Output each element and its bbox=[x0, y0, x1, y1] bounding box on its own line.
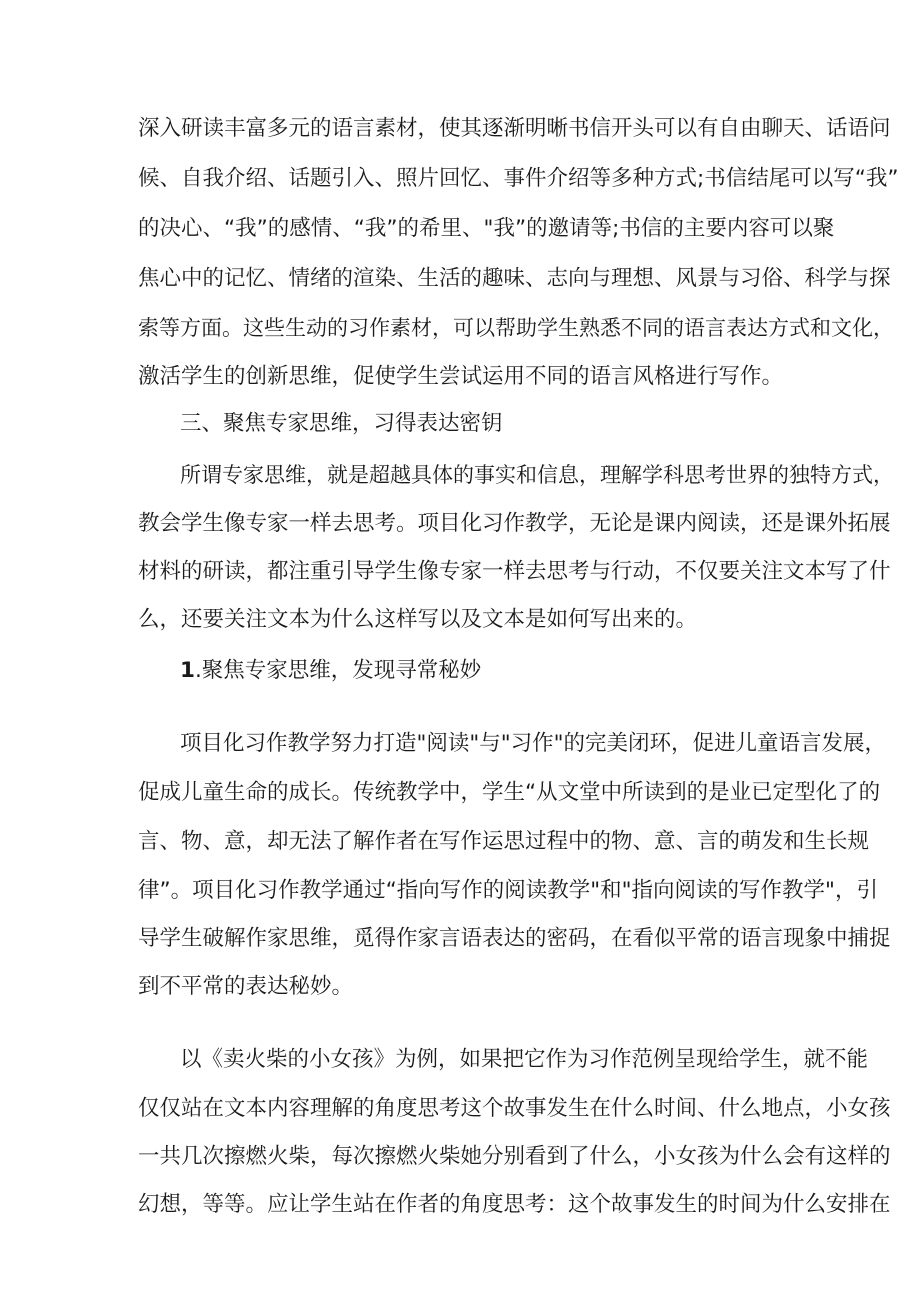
subheading-text: .聚焦专家思维，发现寻常秘妙 bbox=[194, 658, 482, 683]
text-line: 的决心、“我”的感情、“我”的希里、"我”的邀请等;书信的主要内容可以聚 bbox=[138, 216, 835, 241]
text-line: 项目化习作教学努力打造"阅读"与"习作"的完美闭环，促进儿童语言发展， bbox=[180, 731, 887, 756]
text-line: 幻想，等等。应让学生站在作者的角度思考：这个故事发生的时间为什么安排在 bbox=[138, 1192, 891, 1217]
text-line: 所谓专家思维，就是超越具体的事实和信息，理解学科思考世界的独特方式， bbox=[180, 463, 894, 487]
text-line: 促成儿童生命的成长。传统教学中，学生“从文堂中所读到的是业已定型化了的 bbox=[138, 780, 881, 805]
text-line: 候、自我介绍、话题引入、照片回忆、事件介绍等多种方式;书信结尾可以写“我” bbox=[138, 166, 899, 191]
text-line: 到不平常的表达秘妙。 bbox=[138, 974, 354, 999]
text-line: 索等方面。这些生动的习作素材，可以帮助学生熟悉不同的语言表达方式和文化， bbox=[138, 316, 894, 340]
text-line: 以《卖火柴的小女孩》为例，如果把它作为习作范例呈现给学生，就不能 bbox=[180, 1047, 869, 1072]
text-line: 材料的研读，都注重引导学生像专家一样去思考与行动，不仅要关注文本写了什 bbox=[138, 559, 891, 584]
text-line: 焦心中的记忆、情绪的渲染、生活的趣味、志向与理想、风景与习俗、科学与探 bbox=[138, 266, 891, 291]
text-line: 一共几次擦燃火柴，每次擦燃火柴她分别看到了什么，小女孩为什么会有这样的 bbox=[138, 1144, 891, 1169]
text-line: 导学生破解作家思维，觅得作家言语表达的密码，在看似平常的语言现象中捕捉 bbox=[138, 926, 891, 951]
subheading bbox=[180, 656, 481, 686]
text-line: 仅仅站在文本内容理解的角度思考这个故事发生在什么时间、什么地点，小女孩 bbox=[138, 1096, 891, 1121]
section-heading: 三、聚焦专家思维，习得表达密钥 bbox=[180, 411, 503, 436]
text-line: 深入研读丰富多元的语言素材，使其逐渐明晰书信开头可以有自由聊天、话语问 bbox=[138, 116, 891, 141]
text-line: 激活学生的创新思维，促使学生尝试运用不同的语言风格进行写作。 bbox=[138, 364, 784, 389]
text-line: 么，还要关注文本为什么这样写以及文本是如何写出来的。 bbox=[138, 607, 698, 632]
text-line: 教会学生像专家一样去思考。项目化习作教学，无论是课内阅读，还是课外拓展 bbox=[138, 511, 891, 536]
text-line: 律”。项目化习作教学通过“指向写作的阅读教学"和"指向阅读的写作教学"，引 bbox=[138, 878, 878, 903]
text-line: 言、物、意，却无法了解作者在写作运思过程中的物、意、言的萌发和生长规 bbox=[138, 829, 870, 854]
subheading-number: 1 bbox=[180, 658, 195, 683]
